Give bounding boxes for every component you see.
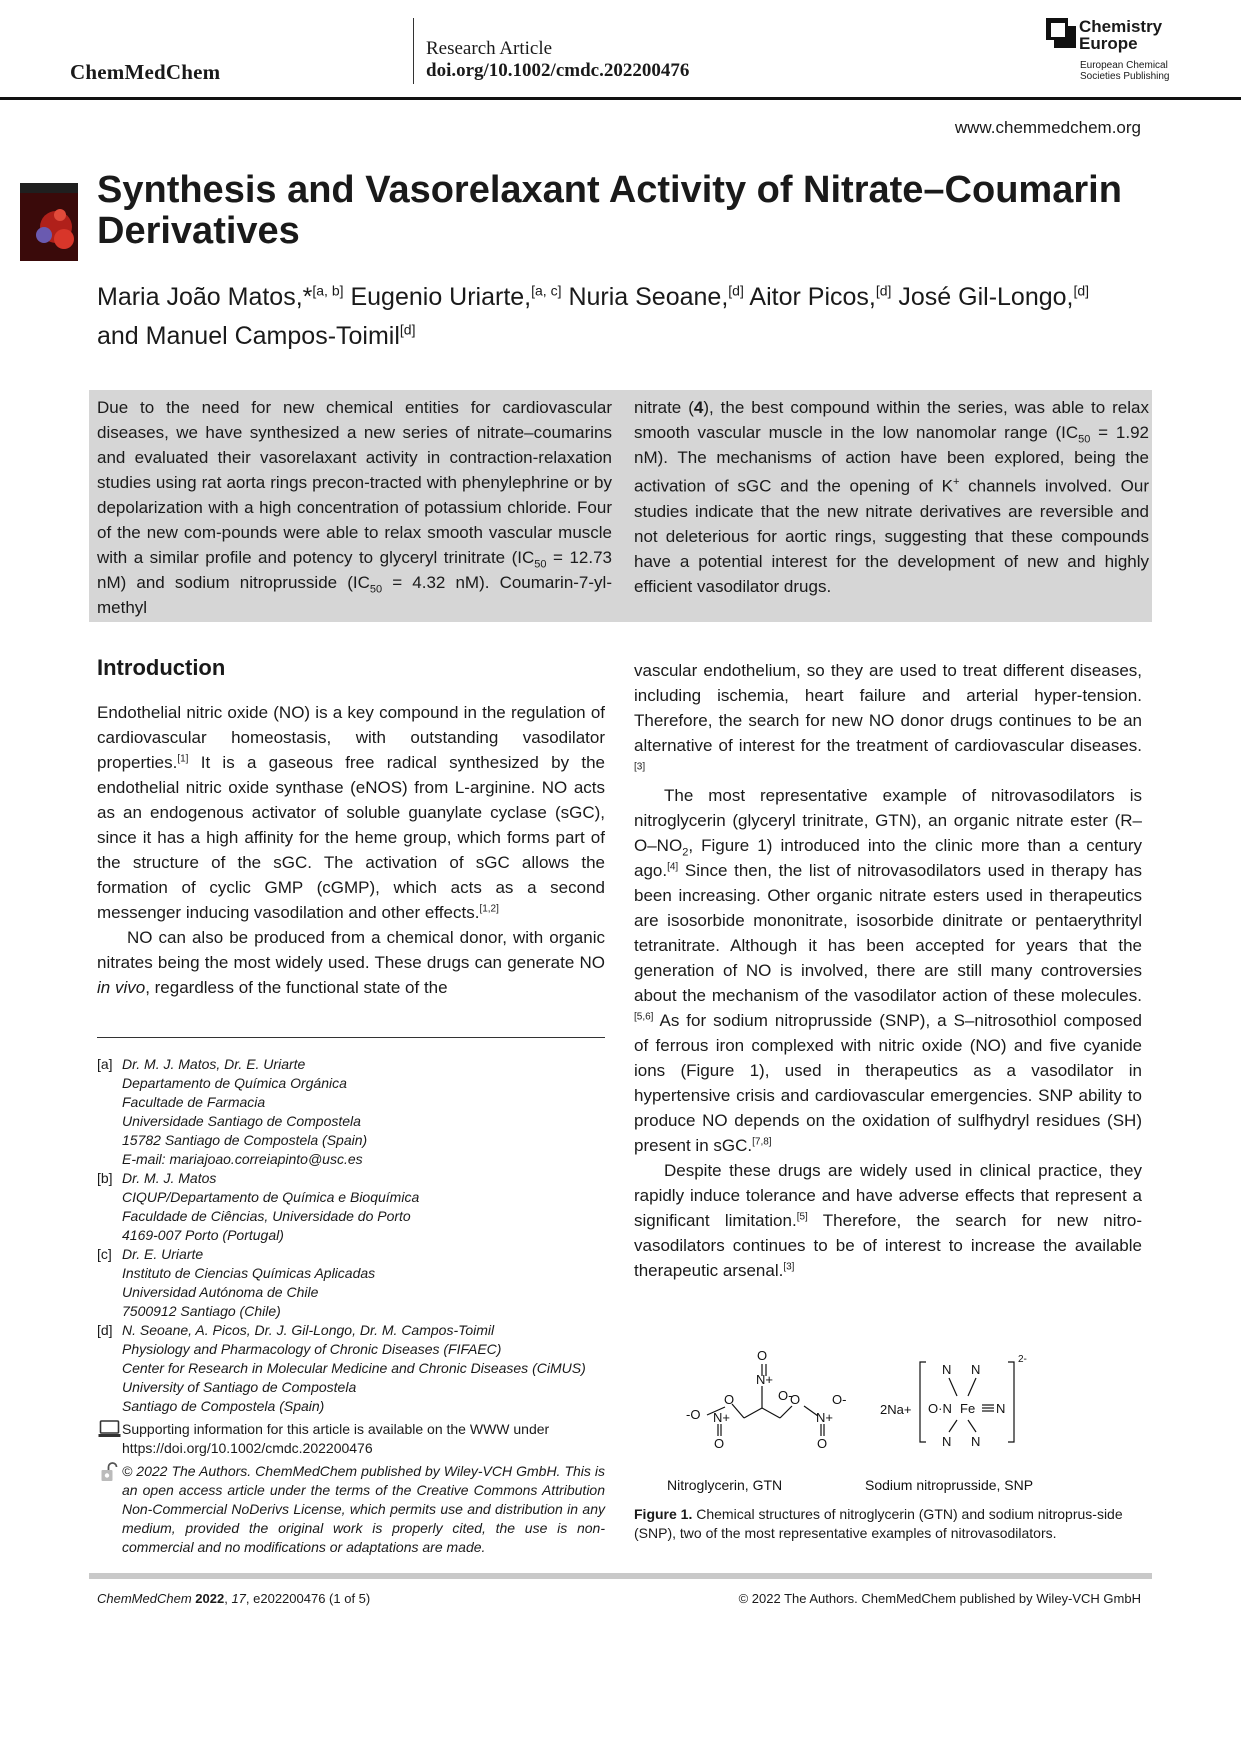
affiliation-footnotes <box>97 1055 605 1557</box>
body-right-column <box>634 658 1142 1283</box>
svg-text:O: O <box>790 1392 801 1407</box>
publisher-sub-line2: Societies Publishing <box>1080 71 1170 82</box>
svg-text:O: O <box>817 1436 828 1451</box>
footer-citation: ChemMedChem 2022, 17, e202200476 (1 of 5) <box>97 1591 371 1606</box>
publisher-name-line2: Europe <box>1079 34 1138 53</box>
publisher-name-line1: Chemistry <box>1079 17 1163 36</box>
paragraph: The most representative example of nitrovasodilators is nitroglycerin (glyceryl trinitrate, GTN), an organic nitrate ester ($R-O-NO_2$, Figure 1) introduced into the clinic more than a century ago.[4] Since then, the list of nitrovasodilators used in therapy has been increasing. Other organic nitrate esters used in therapeutics are isosorbide mononitrate, isosorbide dinitrate or pentaerythrityl tetranitrate. Although it has been accepted for years that the generation of NO is involved, there are still many controversies about the mechanism of the vasodilator action of these molecules.[5,6] As for sodium nitroprusside (SNP), a S–nitrosothiol composed of ferrous iron complexed with nitric oxide (NO) and five cyanide ions (Figure 1), used in therapeutics as a vasodilator in hypertensive crisis and cardiovascular emergencies. SNP ability to produce NO depends on the oxidation of sulfhydryl residues (SH) present in sGC.[7,8] <box>634 786 1142 1155</box>
supporting-info-link[interactable]: Supporting information for this article is available on the WWW under https://doi.org/10.1002/cmdc.202200476 <box>122 1421 550 1456</box>
figure-1-structures <box>667 1342 1100 1493</box>
svg-text:2Na+: 2Na+ <box>880 1402 912 1417</box>
svg-text:N+: N+ <box>756 1372 773 1387</box>
citation-link[interactable]: [4] <box>667 861 679 873</box>
svg-text:N: N <box>996 1401 1006 1416</box>
citation-link[interactable]: [7,8] <box>752 1136 772 1148</box>
chemistry-europe-logo-icon <box>1046 18 1080 52</box>
citation-link[interactable]: [5] <box>796 1211 808 1223</box>
footnote-rule <box>97 1037 605 1038</box>
article-title: Synthesis and Vasorelaxant Activity of Nitrate–Coumarin Derivatives <box>97 169 1122 252</box>
author: Nuria Seoane,[d] <box>568 283 744 312</box>
svg-text:2-: 2- <box>1018 1354 1027 1365</box>
paragraph: Despite these drugs are widely used in clinical practice, they rapidly induce tolerance and have adverse effects that represent a significant limitation.[5] Therefore, the search for new nitro-vasodilators continues to be of interest to increase the available therapeutic arsenal.[3] <box>634 1161 1143 1280</box>
citation-link[interactable]: [1] <box>177 753 189 765</box>
footer-rule <box>89 1573 1152 1579</box>
author: José Gil-Longo,[d] <box>898 283 1090 312</box>
author: Eugenio Uriarte,[a, c] <box>350 283 562 312</box>
gtn-label: Nitroglycerin, GTN <box>667 1477 783 1493</box>
header-doi-link[interactable]: doi.org/10.1002/cmdc.202200476 <box>426 60 690 81</box>
svg-text:N+: N+ <box>816 1410 833 1425</box>
supporting-info-note <box>97 1420 605 1458</box>
svg-text:Fe: Fe <box>960 1401 976 1416</box>
author: and Manuel Campos-Toimil[d] <box>97 321 416 350</box>
body-left-column <box>97 655 605 1000</box>
abstract-left-column: Due to the need for new chemical entities for cardiovascular diseases, we have synthesized a new series of nitrate–coumarins and evaluated their vasorelaxant activity in contraction-relaxation studies using rat aorta rings precon-tracted with phenylephrine or by depolarization with a high concentration of potassium chloride. Four of the new com-pounds were able to relax smooth vascular muscle with a similar profile and potency to glyceryl trinitrate ($IC_{50} = 12.73$ nM) and sodium nitroprusside ($IC_{50} = 4.32$ nM). Coumarin-7-yl-methyl <box>97 398 612 617</box>
abstract-right-column: nitrate (4), the best compound within the series, was able to relax smooth vascular muscle in the low nanomolar range ($IC_{50} = 1.92$ nM). The mechanisms of action have been explored, being the activation of sGC and the opening of K+ channels involved. Our studies indicate that the new nitrate derivatives are reversible and not deleterious for aortic rings, suggesting that these compounds have a potential interest for the development of new and highly efficient vasodilator drugs. <box>634 398 1150 596</box>
article-type: Research Article <box>426 38 553 59</box>
author: Maria João Matos,*[a, b] <box>97 283 344 312</box>
svg-text:N: N <box>971 1434 981 1449</box>
journal-cover-thumbnail <box>20 183 78 261</box>
publisher-sub-line1: European Chemical <box>1080 60 1168 71</box>
svg-text:N: N <box>942 1434 952 1449</box>
nitroglycerin-atom-labels <box>686 1348 846 1451</box>
citation-link[interactable]: [1,2] <box>479 903 499 915</box>
svg-text:O·N: O·N <box>928 1401 952 1416</box>
paragraph: Endothelial nitric oxide (NO) is a key compound in the regulation of cardiovascular homeostasis, with outstanding vasodilator properties.[1] It is a gaseous free radical synthesized by the endothelial nitric oxide synthase (eNOS) from L-arginine. NO acts as an endogenous activator of soluble guanylate cyclase (sGC), since it has a high affinity for the heme group, which forms part of the structure of the sGC. The activation of sGC allows the formation of cyclic GMP (cGMP), which acts as a second messenger inducing vasodilation and other effects.[1,2] <box>97 703 605 922</box>
journal-name: ChemMedChem <box>70 60 221 84</box>
svg-text:O: O <box>714 1436 725 1451</box>
paragraph: vascular endothelium, so they are used to treat different diseases, including ischemia, heart failure and arterial hyper-tension. Therefore, the search for new NO donor drugs continues to be an alternative of interest for the treatment of cardiovascular diseases.[3] <box>634 661 1142 773</box>
author: Aitor Picos,[d] <box>749 283 892 312</box>
affiliation-d: [d] N. Seoane, A. Picos, Dr. J. Gil-Longo, Dr. M. Campos-Toimil Physiology and Pharmacology of Chronic Diseases (FIFAEC) Center for Research in Molecular Medicine and Chronic Diseases (CiMUS) University of Santiago de Compostela Santiago de Compostela (Spain) <box>97 1322 586 1414</box>
svg-text:O-: O- <box>778 1388 793 1403</box>
paragraph: NO can also be produced from a chemical donor, with organic nitrates being the most widely used. These drugs can generate NO in vivo, regardless of the functional state of the <box>97 928 605 997</box>
author-list <box>97 275 1157 352</box>
citation-link[interactable]: [3] <box>634 761 646 773</box>
svg-text:N+: N+ <box>713 1410 730 1425</box>
publisher-subtitle <box>1080 60 1170 82</box>
affiliation-b: [b] Dr. M. J. Matos CIQUP/Departamento de Química e Bioquímica Faculdade de Ciências, Universidade do Porto 4169-007 Porto (Portugal) <box>97 1170 420 1243</box>
publisher-name <box>1079 18 1162 52</box>
svg-text:O: O <box>724 1392 735 1407</box>
computer-icon <box>97 1420 122 1438</box>
svg-text:-O: -O <box>686 1407 701 1422</box>
journal-website-link[interactable]: www.chemmedchem.org <box>954 118 1141 137</box>
snp-label: Sodium nitroprusside, SNP <box>865 1477 1034 1493</box>
svg-text:O: O <box>757 1348 768 1363</box>
citation-link[interactable]: [5,6] <box>634 1011 654 1023</box>
header-rule <box>0 97 1241 100</box>
license-note: © 2022 The Authors. ChemMedChem published by Wiley-VCH GmbH. This is an open access article under the terms of the Creative Commons Attribution Non-Commercial NoDerivs License, which permits use and distribution in any medium, provided the original work is properly cited, the use is non-commercial and no modifications or adaptations are made. <box>97 1462 605 1557</box>
section-heading-introduction: Introduction <box>97 655 226 680</box>
open-access-icon <box>97 1462 122 1482</box>
figure-caption: Figure 1. Chemical structures of nitroglycerin (GTN) and sodium nitroprus-side (SNP), two of the most representative examples of nitrovasodilators. <box>634 1506 1123 1541</box>
affiliation-c: [c] Dr. E. Uriarte Instituto de Ciencias Químicas Aplicadas Universidad Autónoma de Chile 7500912 Santiago (Chile) <box>97 1246 376 1319</box>
svg-text:N: N <box>942 1362 952 1377</box>
footer-copyright: © 2022 The Authors. ChemMedChem published by Wiley-VCH GmbH <box>738 1591 1141 1606</box>
affiliation-a: [a] Dr. M. J. Matos, Dr. E. Uriarte Departamento de Química Orgánica Facultade de Farmacia Universidade Santiago de Compostela 15782 Santiago de Compostela (Spain) E-mail: mariajoao.correiapinto@usc.es <box>97 1056 368 1167</box>
citation-link[interactable]: [3] <box>783 1261 795 1273</box>
email-link[interactable]: E-mail: mariajoao.correiapinto@usc.es <box>122 1151 363 1167</box>
snp-structure <box>880 1354 1027 1449</box>
svg-text:N: N <box>971 1362 981 1377</box>
svg-text:O-: O- <box>832 1392 847 1407</box>
header-separator <box>413 18 414 84</box>
